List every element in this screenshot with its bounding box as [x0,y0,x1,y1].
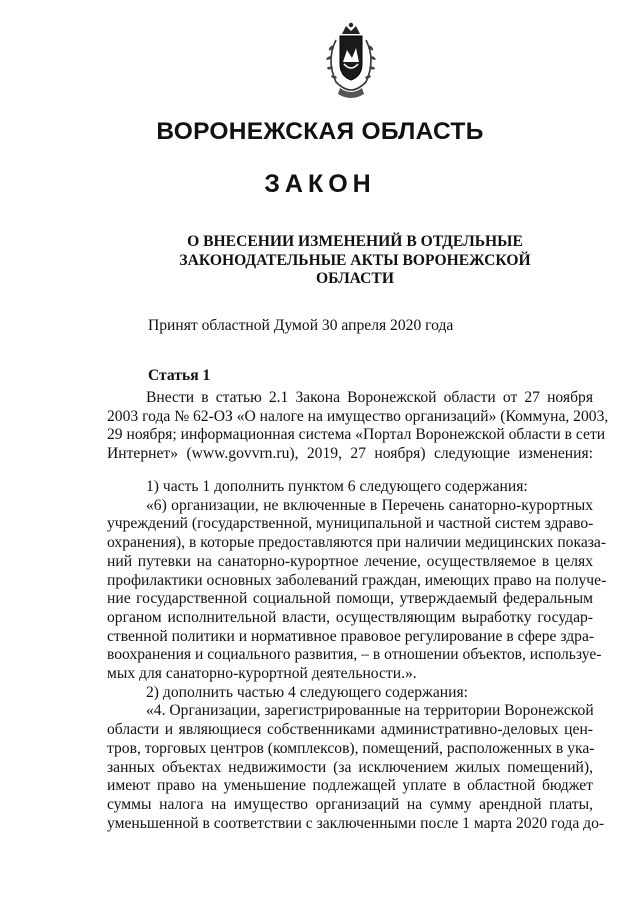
text-line: охранения), в которые предоставляются при наличии медицинских показа- [107,534,607,552]
adoption-date: Принят областной Думой 30 апреля 2020 года [148,317,454,334]
text-line: учреждений (государственной, муниципальной и частной систем здраво- [107,515,594,533]
law-title-line: ЗАКОНОДАТЕЛЬНЫЕ АКТЫ ВОРОНЕЖСКОЙ [179,251,531,269]
text-line: 1) часть 1 дополнить пунктом 6 следующего содержания: [146,478,528,495]
text-line: «6) организации, не включенные в Перечень санаторно-курортных [146,496,593,514]
document-type: ЗАКОН [264,170,376,198]
text-line: занных объектах недвижимости (за исключением жилых помещений), [107,758,593,776]
text-line: 2) дополнить частью 4 следующего содержания: [146,683,468,701]
text-line: 29 ноября; информационная система «Портал Воронежской области в сети [107,426,606,444]
law-title-line: О ВНЕСЕНИИ ИЗМЕНЕНИЙ В ОТДЕЛЬНЫЕ [187,233,523,250]
text-line: области и являющиеся собственниками административно-деловых цен- [107,721,593,739]
text-line: воохранения и социального развития, – в отношении объектов, используе- [107,646,602,664]
text-line: ственной политики и нормативное правовое регулирование в сфере здра- [107,627,595,645]
text-line: мых для санаторно-курортной деятельности.». [107,665,417,683]
text-line: тров, торговых центров (комплексов), помещений, расположенных в ука- [107,739,595,757]
law-title-line: ОБЛАСТИ [316,270,394,287]
text-line: профилактики основных заболеваний граждан, имеющих право на получе- [107,571,607,589]
text-line: «4. Организации, зарегистрированные на территории Воронежской [146,702,594,720]
text-line: ние государственной социальной помощи, утверждаемый федеральным [107,590,593,608]
text-line: суммы налога на имущество организаций на сумму арендной платы, [107,795,593,813]
law-title [150,233,560,289]
intro-paragraph [107,389,609,464]
text-line: уменьшенной в соответствии с заключенными после 1 марта 2020 года до- [107,814,605,832]
text-line: органом исполнительной власти, осуществляющим выработку государ- [107,608,593,626]
article-heading: Статья 1 [148,367,211,384]
coat-of-arms-icon [322,20,380,104]
amendments-text [107,478,607,833]
text-line: Внести в статью 2.1 Закона Воронежской области от 27 ноября [146,389,593,406]
text-line: 2003 года № 62-ОЗ «О налоге на имущество организаций» (Коммуна, 2003, [107,407,609,425]
region-heading: ВОРОНЕЖСКАЯ ОБЛАСТЬ [156,118,484,145]
text-line: Интернет» (www.govvrn.ru), 2019, 27 ноября) следующие изменения: [107,445,593,463]
text-line: ний путевки на санаторно-курортное лечение, осуществляемое в целях [107,552,593,570]
text-line: имеют право на уменьшение подлежащей уплате в областной бюджет [107,777,593,795]
